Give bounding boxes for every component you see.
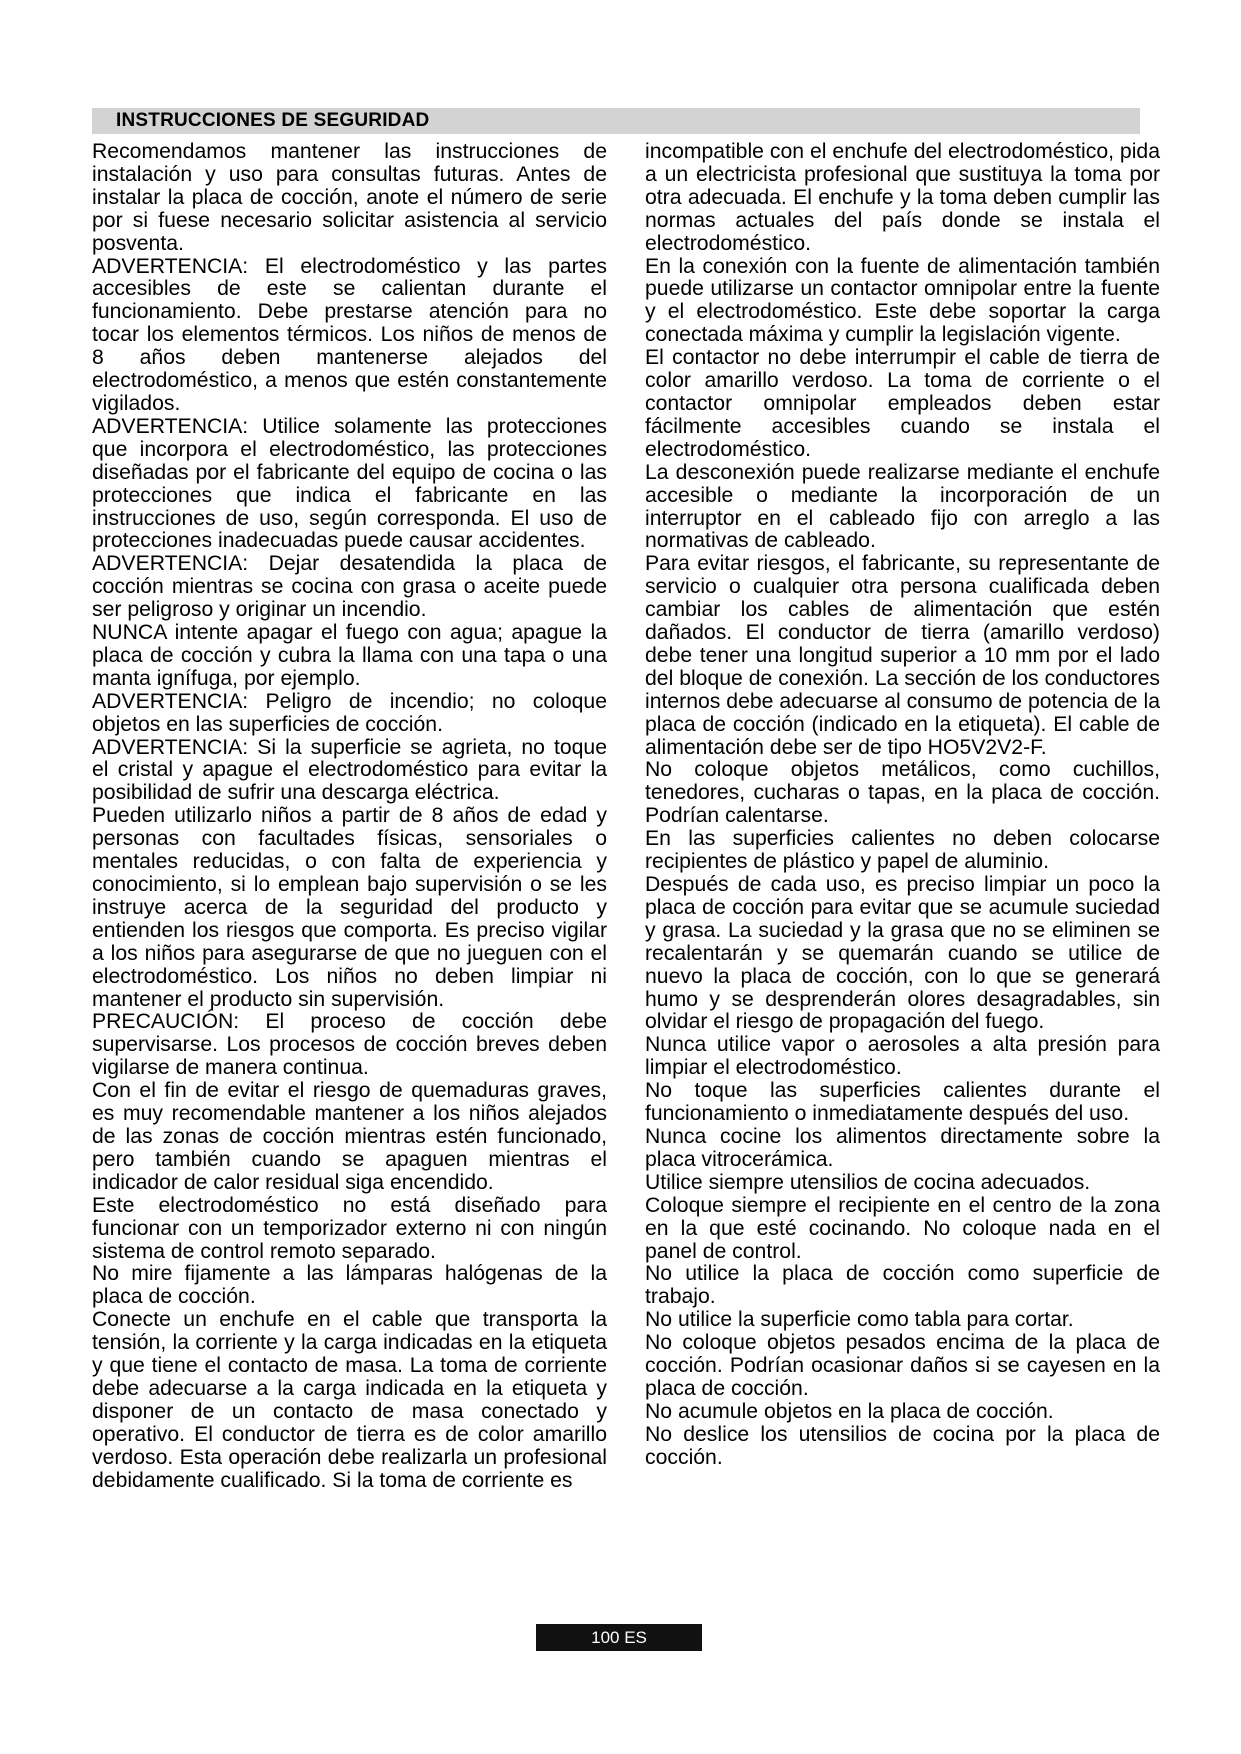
paragraph: No mire fijamente a las lámparas halógenas de la placa de cocción.: [92, 1262, 607, 1309]
paragraph: Recomendamos mantener las instrucciones de instalación y uso para consultas futuras. Antes de instalar la placa de cocción, anote el número de serie por si fuese necesario solicitar asistencia al servicio posventa.: [92, 140, 607, 255]
paragraph: La desconexión puede realizarse mediante el enchufe accesible o mediante la incorporación de un interruptor en el cableado fijo con arreglo a las normativas de cableado.: [645, 460, 1160, 553]
paragraph: ADVERTENCIA: Dejar desatendida la placa de cocción mientras se cocina con grasa o aceite puede ser peligroso y originar un incendio.: [92, 552, 607, 622]
paragraph: El contactor no debe interrumpir el cable de tierra de color amarillo verdoso. La toma de corriente o el contactor omnipolar empleados deben estar fácilmente accesibles cuando se instala el electrodoméstico.: [645, 346, 1160, 461]
left-column: [92, 141, 607, 1492]
paragraph: Nunca utilice vapor o aerosoles a alta presión para limpiar el electrodoméstico.: [645, 1033, 1160, 1080]
paragraph: ADVERTENCIA: Peligro de incendio; no coloque objetos en las superficies de cocción.: [92, 689, 607, 736]
paragraph: No acumule objetos en la placa de cocción.: [645, 1399, 1054, 1423]
paragraph: No coloque objetos metálicos, como cuchillos, tenedores, cucharas o tapas, en la placa de cocción. Podrían calentarse.: [645, 758, 1160, 828]
paragraph: En las superficies calientes no deben colocarse recipientes de plástico y papel de aluminio.: [645, 827, 1160, 874]
section-header-bar: [92, 108, 1140, 134]
paragraph: Conecte un enchufe en el cable que transporta la tensión, la corriente y la carga indicadas en la etiqueta y que tiene el contacto de masa. La toma de corriente debe adecuarse a la carga indicada en la etiqueta y disponer de un contacto de masa conectado y operativo. El conductor de tierra es de color amarillo verdoso. Esta operación debe realizarla un profesional debidamente cualificado. Si la toma de corriente es: [92, 1308, 607, 1492]
paragraph: Este electrodoméstico no está diseñado para funcionar con un temporizador externo ni con ningún sistema de control remoto separado.: [92, 1193, 607, 1263]
paragraph: ADVERTENCIA: Utilice solamente las protecciones que incorpora el electrodoméstico, las protecciones diseñadas por el fabricante del equipo de cocina o las protecciones que indica el fabricante en las instrucciones de uso, según corresponda. El uso de protecciones inadecuadas puede causar accidentes.: [92, 414, 607, 553]
paragraph: NUNCA intente apagar el fuego con agua; apague la placa de cocción y cubra la llama con una tapa o una manta ignífuga, por ejemplo.: [92, 621, 607, 690]
paragraph: Coloque siempre el recipiente en el centro de la zona en la que esté cocinando. No coloque nada en el panel de control.: [645, 1193, 1160, 1263]
section-title: INSTRUCCIONES DE SEGURIDAD: [116, 110, 430, 131]
paragraph: No deslice los utensilios de cocina por la placa de cocción.: [645, 1422, 1160, 1469]
paragraph: En la conexión con la fuente de alimentación también puede utilizarse un contactor omnipolar entre la fuente y el electrodoméstico. Este debe soportar la carga conectada máxima y cumplir la legislación vigente.: [645, 254, 1160, 347]
paragraph: No utilice la placa de cocción como superficie de trabajo.: [645, 1262, 1160, 1309]
paragraph: Después de cada uso, es preciso limpiar un poco la placa de cocción para evitar que se acumule suciedad y grasa. La suciedad y la grasa que no se eliminen se recalentarán y se quemarán cuando se utilice de nuevo la placa de cocción, con lo que se generará humo y se desprenderán olores desagradables, sin olvidar el riesgo de propagación del fuego.: [645, 873, 1160, 1034]
paragraph: No utilice la superficie como tabla para cortar.: [645, 1308, 1074, 1332]
paragraph: Utilice siempre utensilios de cocina adecuados.: [645, 1170, 1091, 1194]
paragraph: Para evitar riesgos, el fabricante, su representante de servicio o cualquier otra persona cualificada deben cambiar los cables de alimentación que estén dañados. El conductor de tierra (amarillo verdoso) debe tener una longitud superior a 10 mm por el lado del bloque de conexión. La sección de los conductores internos debe adecuarse al consumo de potencia de la placa de cocción (indicado en la etiqueta). El cable de alimentación debe ser de tipo HO5V2V2-F.: [645, 552, 1160, 759]
paragraph: Con el fin de evitar el riesgo de quemaduras graves, es muy recomendable mantener a los niños alejados de las zonas de cocción mientras estén funcionado, pero también cuando se apaguen mientras el indicador de calor residual siga encendido.: [92, 1079, 607, 1194]
right-column: [645, 141, 1160, 1470]
paragraph: ADVERTENCIA: Si la superficie se agrieta, no toque el cristal y apague el electrodoméstico para evitar la posibilidad de sufrir una descarga eléctrica.: [92, 735, 607, 805]
page-number-badge: 100 ES: [536, 1624, 702, 1651]
paragraph: No coloque objetos pesados encima de la placa de cocción. Podrían ocasionar daños si se cayesen en la placa de cocción.: [645, 1331, 1160, 1400]
paragraph: Pueden utilizarlo niños a partir de 8 años de edad y personas con facultades físicas, sensoriales o mentales reducidas, o con falta de experiencia y conocimiento, si lo emplean bajo supervisión o se les instruye acerca de la seguridad del producto y entienden los riesgos que comporta. Es preciso vigilar a los niños para asegurarse de que no jueguen con el electrodoméstico. Los niños no deben limpiar ni mantener el producto sin supervisión.: [92, 804, 607, 1011]
paragraph: Nunca cocine los alimentos directamente sobre la placa vitrocerámica.: [645, 1124, 1160, 1171]
paragraph: ADVERTENCIA: El electrodoméstico y las partes accesibles de este se calientan durante el funcionamiento. Debe prestarse atención para no tocar los elementos térmicos. Los niños de menos de 8 años deben mantenerse alejados del electrodoméstico, a menos que estén constantemente vigilados.: [92, 254, 607, 415]
paragraph: No toque las superficies calientes durante el funcionamiento o inmediatamente después del uso.: [645, 1079, 1160, 1126]
paragraph: PRECAUCIÓN: El proceso de cocción debe supervisarse. Los procesos de cocción breves deben vigilarse de manera continua.: [92, 1010, 607, 1080]
paragraph: incompatible con el enchufe del electrodoméstico, pida a un electricista profesional que sustituya la toma por otra adecuada. El enchufe y la toma deben cumplir las normas actuales del país donde se instala el electrodoméstico.: [645, 140, 1160, 255]
